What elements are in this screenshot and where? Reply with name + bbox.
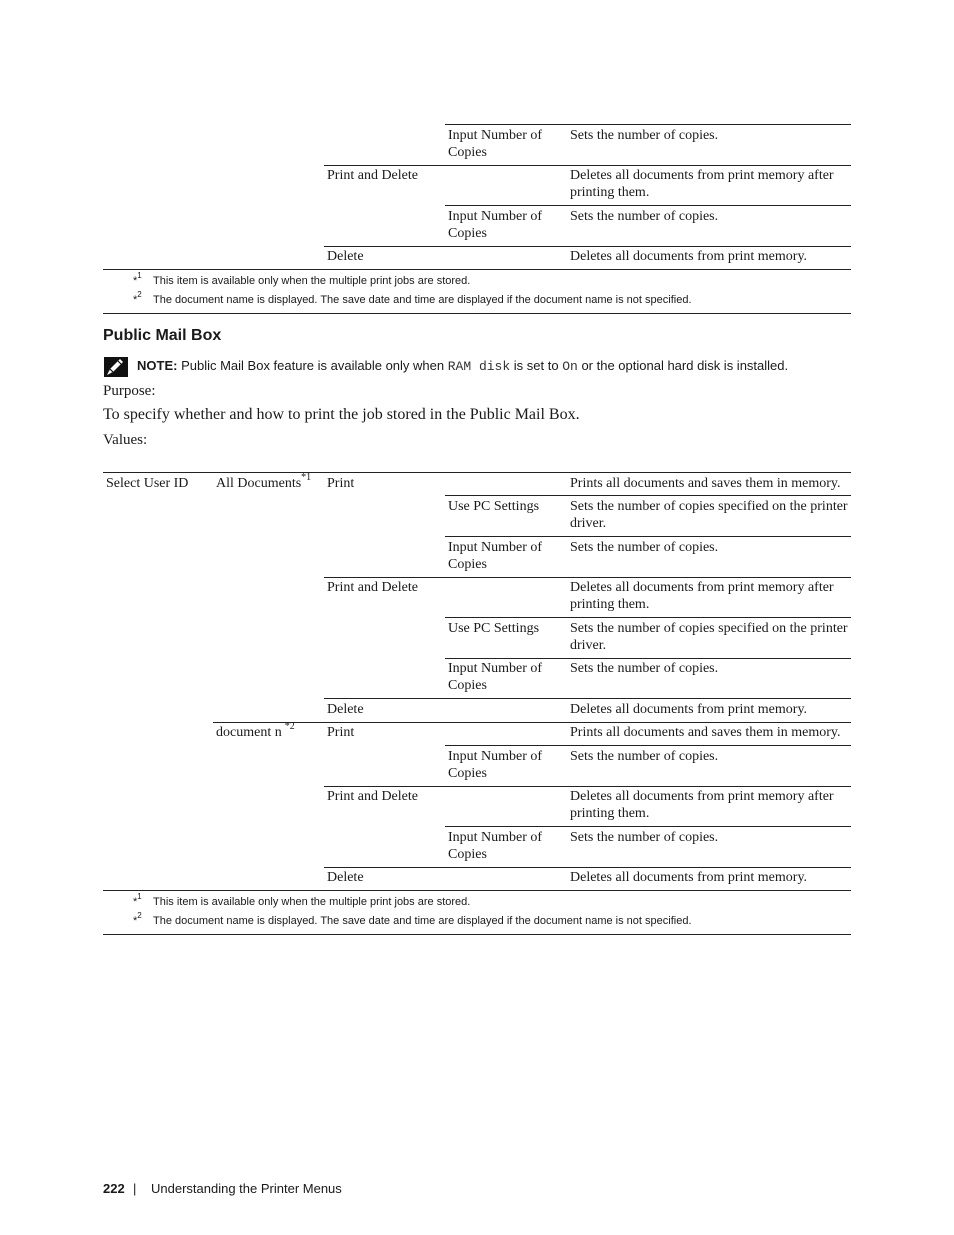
top-row-2-description: Deletes all documents from print memory after printing them. bbox=[570, 168, 834, 200]
row-input-copies-option: Input Number of Copies bbox=[448, 749, 543, 781]
row-print-and-delete-description: Deletes all documents from print memory after printing them. bbox=[570, 580, 834, 612]
row-input-copies-option: Input Number of Copies bbox=[448, 661, 543, 693]
row-print-and-delete-value: Print and Delete bbox=[327, 789, 418, 804]
row-input-copies-description: Sets the number of copies. bbox=[570, 540, 719, 555]
top-footnote-2: *$^2$ The document name is displayed. The save date and time are displayed if the document name is not specified. bbox=[133, 290, 692, 306]
all-documents-label: All Documents$^{*1}$ bbox=[216, 472, 312, 491]
note-label: NOTE: bbox=[137, 358, 178, 373]
row-input-copies-description: Sets the number of copies. bbox=[570, 661, 719, 676]
top-row-4-value: Delete bbox=[327, 249, 364, 264]
page-number: 222 bbox=[103, 1181, 125, 1196]
top-row-1-description: Sets the number of copies. bbox=[570, 128, 719, 143]
row-input-copies-option: Input Number of Copies bbox=[448, 540, 543, 572]
code-ram-disk: RAM disk bbox=[447, 359, 511, 374]
select-user-id-label: Select User ID bbox=[106, 476, 189, 491]
row-use-pc-settings-option: Use PC Settings bbox=[448, 621, 540, 636]
top-footnote-1: *$^1$ This item is available only when the multiple print jobs are stored. bbox=[133, 271, 471, 287]
row-delete-value: Delete bbox=[327, 702, 364, 717]
row-input-copies-description: Sets the number of copies. bbox=[570, 749, 719, 764]
purpose-label: Purpose: bbox=[103, 383, 156, 399]
row-input-copies-description: Sets the number of copies. bbox=[570, 830, 719, 845]
row-delete-value: Delete bbox=[327, 870, 364, 885]
row-delete-description: Deletes all documents from print memory. bbox=[570, 702, 808, 717]
top-row-2-value: Print and Delete bbox=[327, 168, 418, 183]
top-table bbox=[103, 124, 851, 270]
row-use-pc-settings-description: Sets the number of copies specified on the printer driver. bbox=[570, 499, 848, 531]
footnote-rule bbox=[103, 934, 851, 935]
code-on: On bbox=[562, 359, 578, 374]
purpose-text: To specify whether and how to print the job stored in the Public Mail Box. bbox=[103, 406, 580, 423]
row-print-description: Prints all documents and saves them in memory. bbox=[570, 476, 841, 491]
values-label: Values: bbox=[103, 432, 148, 448]
chapter-title: Understanding the Printer Menus bbox=[151, 1181, 342, 1196]
top-row-4-description: Deletes all documents from print memory. bbox=[570, 249, 808, 264]
top-row-1-option: Input Number of Copies bbox=[448, 128, 543, 160]
top-row-3-description: Sets the number of copies. bbox=[570, 209, 719, 224]
values-table bbox=[103, 472, 851, 891]
row-print-and-delete-description: Deletes all documents from print memory after printing them. bbox=[570, 789, 834, 821]
row-print-and-delete-value: Print and Delete bbox=[327, 580, 418, 595]
note-pencil-icon bbox=[104, 357, 128, 377]
footnote-2: *$^2$ The document name is displayed. The save date and time are displayed if the document name is not specified. bbox=[133, 911, 692, 927]
section-title: Public Mail Box bbox=[103, 327, 222, 344]
top-row-3-option: Input Number of Copies bbox=[448, 209, 543, 241]
row-print-value: Print bbox=[327, 725, 355, 740]
row-use-pc-settings-description: Sets the number of copies specified on the printer driver. bbox=[570, 621, 848, 653]
top-footnote-rule bbox=[103, 313, 851, 314]
footer-separator: | bbox=[133, 1181, 137, 1196]
note: NOTE: Public Mail Box feature is available only when RAM disk is set to On or the optional hard disk is installed. bbox=[137, 358, 789, 374]
document-n-label: document n $^{*2}$ bbox=[216, 721, 295, 740]
row-input-copies-option: Input Number of Copies bbox=[448, 830, 543, 862]
row-use-pc-settings-option: Use PC Settings bbox=[448, 499, 540, 514]
row-delete-description: Deletes all documents from print memory. bbox=[570, 870, 808, 885]
row-print-value: Print bbox=[327, 476, 355, 491]
footnote-1: *$^1$ This item is available only when the multiple print jobs are stored. bbox=[133, 892, 471, 908]
row-print-description: Prints all documents and saves them in memory. bbox=[570, 725, 841, 740]
